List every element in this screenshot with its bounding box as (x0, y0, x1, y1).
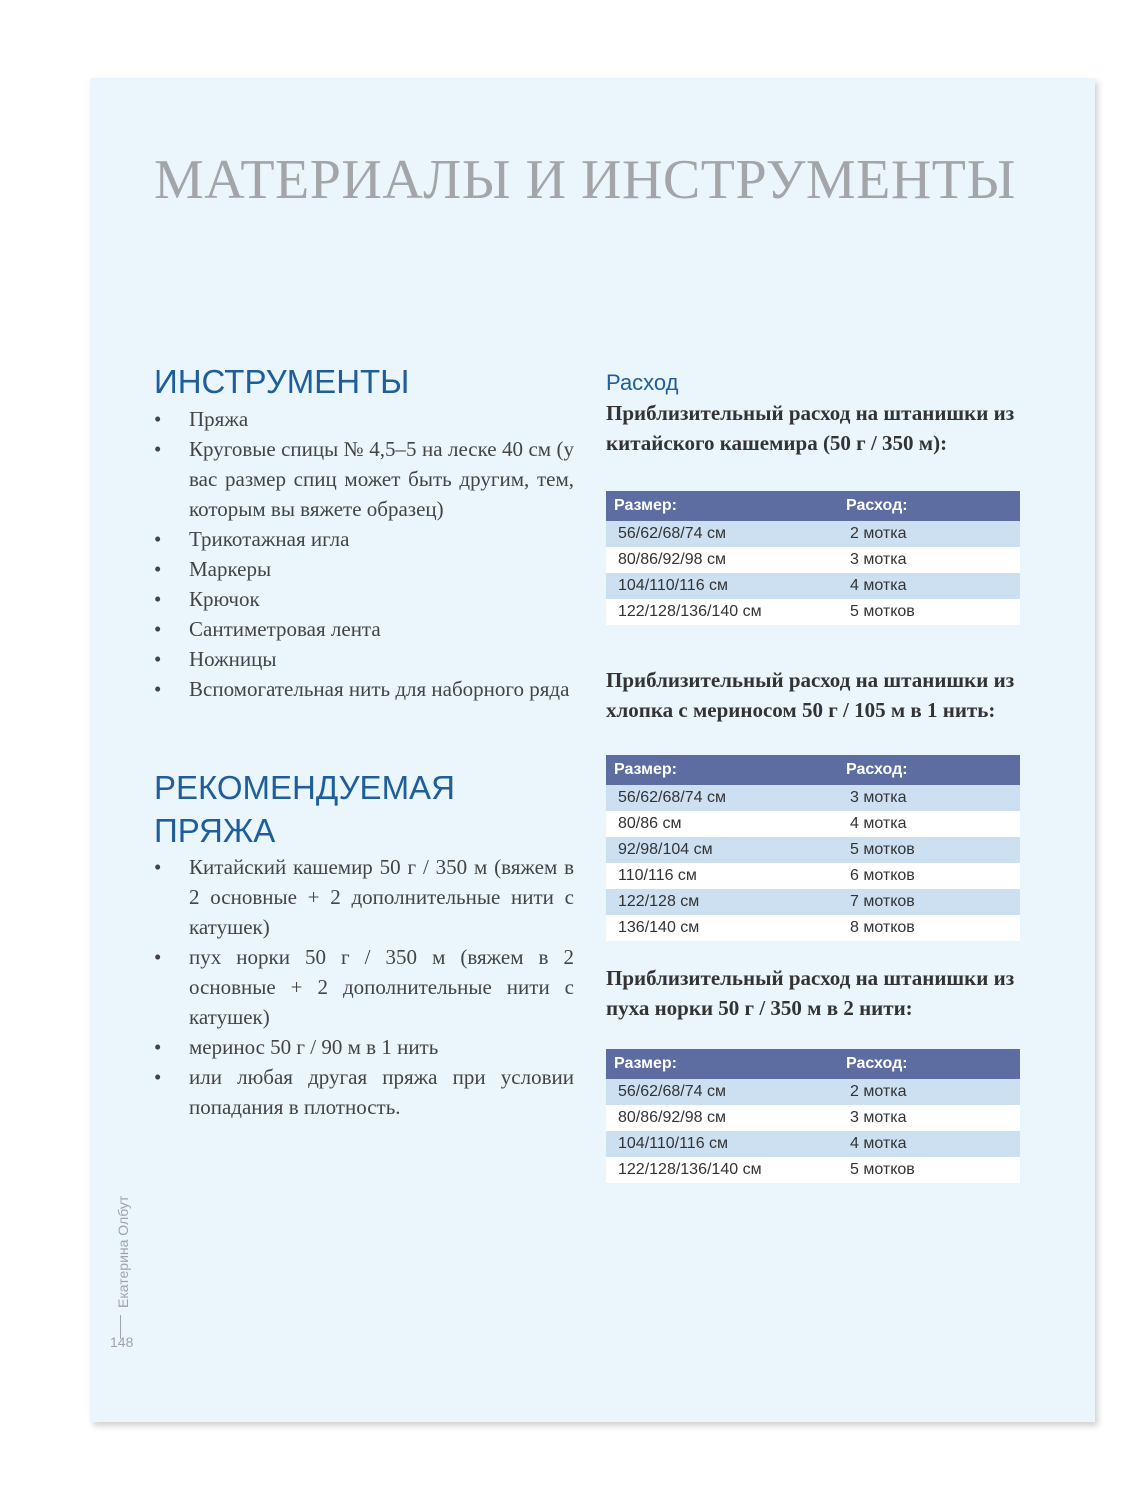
tools-heading: ИНСТРУМЕНТЫ (154, 363, 410, 400)
list-item: • Китайский кашемир 50 г / 350 м (вяжем в 2 основные + 2 дополнительные нити с катушек) (154, 852, 574, 942)
column-header-amount: Расход: (838, 1049, 1020, 1079)
bullet-icon: • (154, 1065, 162, 1089)
list-item: • Сантиметровая лента (154, 614, 574, 644)
table-row: 104/110/116 см 4 мотка (606, 1131, 1020, 1157)
list-item: • Вспомогательная нить для наборного ряда (154, 674, 574, 704)
list-item: • Крючок (154, 584, 574, 614)
page-number: 148 (110, 1334, 134, 1350)
table-header-row (606, 491, 1020, 521)
bullet-icon: • (154, 527, 162, 551)
bullet-icon: • (154, 945, 162, 969)
consumption-text-mink: Приблизительный расход на штанишки из пуха норки 50 г / 350 м в 2 нити: (606, 966, 1015, 1020)
consumption-heading: Расход (606, 370, 679, 395)
column-header-amount: Расход: (838, 755, 1020, 785)
bullet-icon: • (154, 1035, 162, 1059)
table-row: 56/62/68/74 см 3 мотка (606, 785, 1020, 811)
table-row: 80/86/92/98 см 3 мотка (606, 547, 1020, 573)
tools-list (154, 404, 574, 704)
table-row: 110/116 см 6 мотков (606, 863, 1020, 889)
page-title: МАТЕРИАЛЫ И ИНСТРУМЕНТЫ (154, 149, 1016, 211)
table-row: 122/128/136/140 см 5 мотков (606, 599, 1020, 625)
table-row: 56/62/68/74 см 2 мотка (606, 521, 1020, 547)
table-row: 92/98/104 см 5 мотков (606, 837, 1020, 863)
table-row: 80/86/92/98 см 3 мотка (606, 1105, 1020, 1131)
table-header-row (606, 1049, 1020, 1079)
yarn-heading: РЕКОМЕНДУЕМАЯ ПРЯЖА (154, 769, 455, 849)
list-item: • Ножницы (154, 644, 574, 674)
left-column (154, 360, 574, 1122)
consumption-table-cashmere (606, 491, 1020, 625)
bullet-icon: • (154, 855, 162, 879)
bullet-icon: • (154, 437, 162, 461)
table-row: 122/128 см 7 мотков (606, 889, 1020, 915)
book-page (90, 78, 1095, 1422)
bullet-icon: • (154, 557, 162, 581)
bullet-icon: • (154, 677, 162, 701)
bullet-icon: • (154, 587, 162, 611)
consumption-text-cotton: Приблизительный расход на штанишки из хлопка с мериносом 50 г / 105 м в 1 нить: (606, 668, 1015, 722)
list-item: • Маркеры (154, 554, 574, 584)
author-name: Екатерина Олбут (115, 1195, 131, 1308)
column-header-size: Размер: (606, 491, 838, 521)
table-row: 122/128/136/140 см 5 мотков (606, 1157, 1020, 1183)
bullet-icon: • (154, 617, 162, 641)
list-item: • или любая другая пряжа при условии попадания в плотность. (154, 1062, 574, 1122)
column-header-size: Размер: (606, 1049, 838, 1079)
column-header-size: Размер: (606, 755, 838, 785)
list-item: • Пряжа (154, 404, 574, 434)
bullet-icon: • (154, 407, 162, 431)
yarn-list (154, 852, 574, 1122)
column-header-amount: Расход: (838, 491, 1020, 521)
consumption-table-mink (606, 1049, 1020, 1183)
table-header-row (606, 755, 1020, 785)
bullet-icon: • (154, 647, 162, 671)
table-row: 136/140 см 8 мотков (606, 915, 1020, 941)
right-column (606, 368, 1020, 1183)
consumption-table-cotton (606, 755, 1020, 941)
list-item: • пух норки 50 г / 350 м (вяжем в 2 основные + 2 дополнительные нити с катушек) (154, 942, 574, 1032)
table-row: 56/62/68/74 см 2 мотка (606, 1079, 1020, 1105)
table-row: 104/110/116 см 4 мотка (606, 573, 1020, 599)
list-item: • меринос 50 г / 90 м в 1 нить (154, 1032, 574, 1062)
consumption-text-cashmere: Приблизительный расход на штанишки из китайского кашемира (50 г / 350 м): (606, 401, 1015, 455)
list-item: • Круговые спицы № 4,5–5 на леске 40 см (у вас размер спиц может быть другим, тем, которым вы вяжете образец) (154, 434, 574, 524)
list-item: • Трикотажная игла (154, 524, 574, 554)
table-row: 80/86 см 4 мотка (606, 811, 1020, 837)
